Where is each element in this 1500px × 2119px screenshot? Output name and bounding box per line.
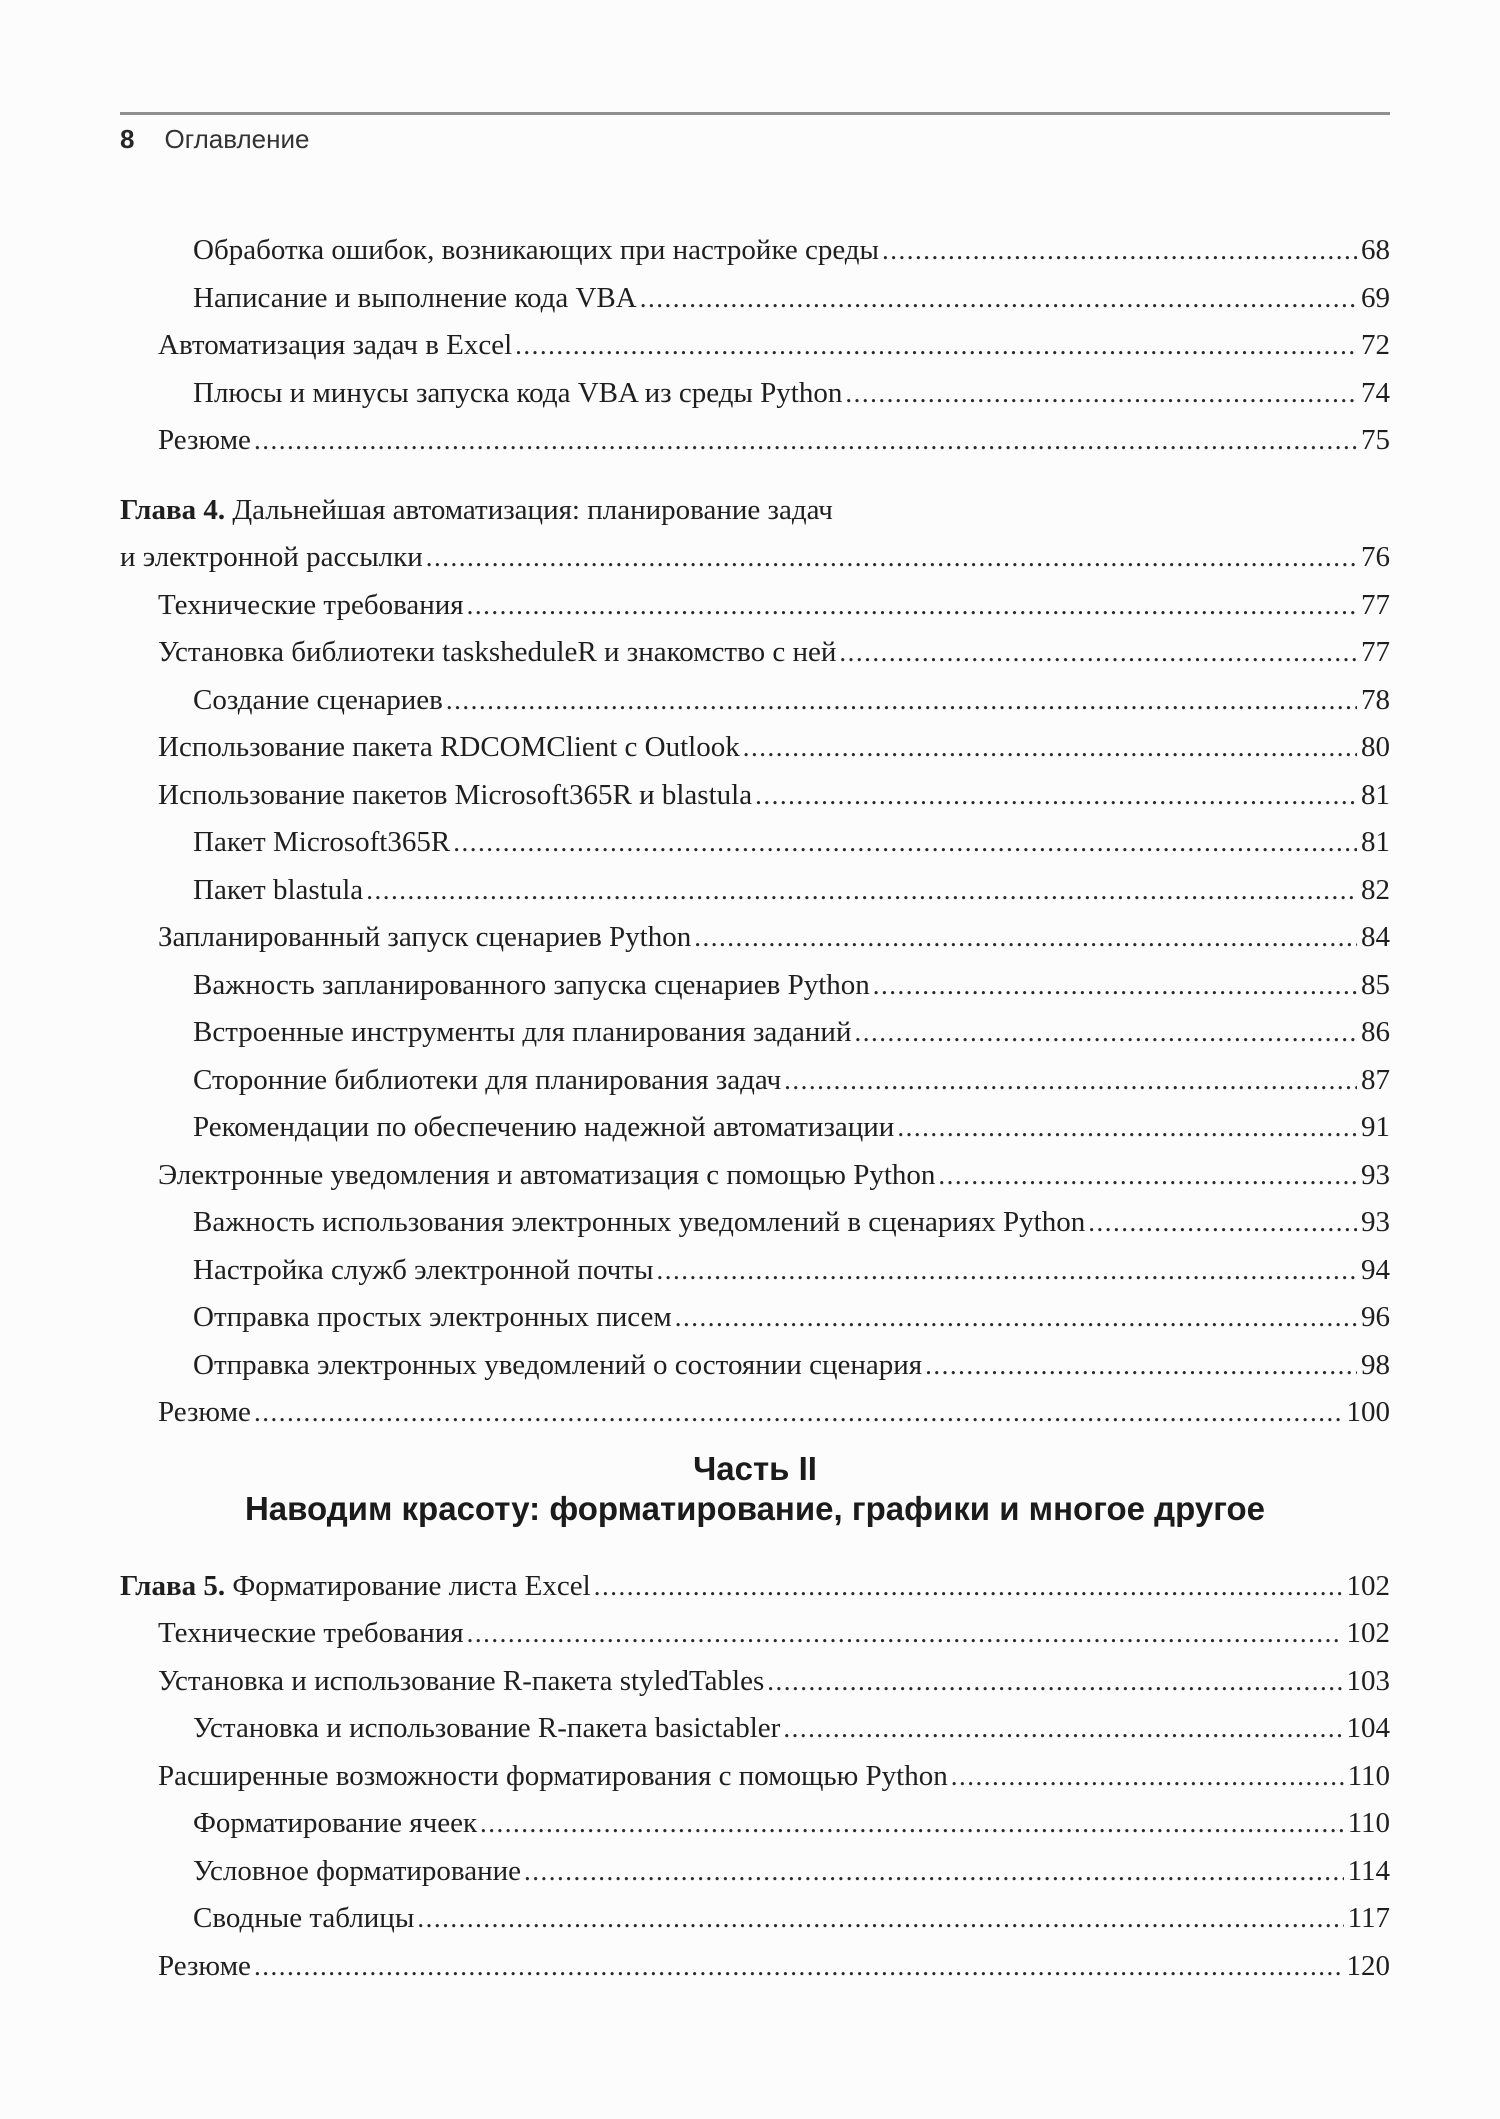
toc-entry — [120, 1389, 1390, 1437]
dot-leader — [694, 914, 1357, 962]
page-number: 78 — [1361, 683, 1390, 716]
page-number: 81 — [1361, 826, 1390, 858]
page-number: 114 — [1347, 1854, 1390, 1887]
part-number: Часть II — [693, 1449, 817, 1487]
entry-title: Сводные таблицы — [193, 1902, 415, 1934]
page-number: 117 — [1347, 1902, 1390, 1934]
table-of-contents — [120, 227, 1390, 1990]
toc-entry — [120, 1104, 1390, 1152]
part-title: Наводим красоту: форматирование, графики и многое другое — [244, 1489, 1266, 1527]
dot-leader — [767, 1658, 1342, 1706]
part-heading — [120, 1449, 1390, 1529]
running-head-title: Оглавление — [164, 124, 310, 154]
toc-entry — [120, 1658, 1390, 1706]
dot-leader — [845, 370, 1357, 418]
toc-entry — [120, 1247, 1390, 1295]
page-number: 96 — [1361, 1301, 1390, 1333]
dot-leader — [254, 1943, 1343, 1991]
toc-entry — [120, 534, 1390, 582]
entry-title: Важность использования электронных уведомлений в сценариях Python — [193, 1206, 1086, 1238]
page-number: 77 — [1361, 636, 1390, 668]
entry-title: Использование пакетов Microsoft365R и blastula — [158, 778, 753, 811]
page-number: 76 — [1361, 541, 1390, 573]
dot-leader — [925, 1342, 1357, 1390]
page-number: 102 — [1346, 1617, 1390, 1649]
toc-entry — [120, 1342, 1390, 1390]
dot-leader — [417, 1895, 1343, 1943]
entry-title: Электронные уведомления и автоматизация с помощью Python — [158, 1158, 936, 1191]
page-number: 86 — [1361, 1016, 1390, 1048]
page-number: 93 — [1361, 1158, 1390, 1191]
dot-leader — [467, 1610, 1343, 1658]
toc-entry — [120, 629, 1390, 677]
entry-title: Условное форматирование — [193, 1854, 521, 1887]
dot-leader — [951, 1753, 1344, 1801]
page-number: 103 — [1346, 1664, 1390, 1697]
page-number: 100 — [1346, 1396, 1390, 1428]
page-number: 104 — [1346, 1712, 1390, 1744]
dot-leader — [854, 1009, 1357, 1057]
dot-leader — [640, 275, 1357, 323]
entry-title: Плюсы и минусы запуска кода VBA из среды Python — [193, 376, 843, 409]
entry-title: Резюме — [158, 1949, 251, 1982]
toc-entry — [120, 1943, 1390, 1991]
dot-leader — [755, 772, 1357, 820]
dot-leader — [594, 1563, 1343, 1611]
toc-entry — [120, 819, 1390, 867]
toc-entry — [120, 677, 1390, 725]
dot-leader — [897, 1104, 1357, 1152]
dot-leader — [366, 867, 1357, 915]
page-number: 94 — [1361, 1253, 1390, 1286]
entry-title: Форматирование листа Excel — [232, 1569, 591, 1602]
page-number: 93 — [1361, 1206, 1390, 1238]
dot-leader — [873, 962, 1357, 1010]
dot-leader — [467, 582, 1357, 630]
page-number: 77 — [1361, 588, 1390, 621]
dot-leader — [426, 534, 1357, 582]
entry-title: Форматирование ячеек — [193, 1807, 478, 1839]
entry-title: Расширенные возможности форматирования с помощью Python — [158, 1759, 948, 1792]
page-number: 74 — [1361, 376, 1390, 409]
chapter-label: Глава 5. — [120, 1569, 233, 1602]
running-head-rule — [120, 112, 1390, 115]
page-number: 82 — [1361, 873, 1390, 906]
page-number: 80 — [1361, 731, 1390, 763]
page-number: 110 — [1347, 1759, 1390, 1792]
entry-title: Пакет blastula — [193, 873, 364, 906]
page-number: 91 — [1361, 1111, 1390, 1143]
chapter-label: Глава 4. — [120, 493, 233, 526]
page-number: 75 — [1361, 424, 1390, 456]
page-number: 102 — [1346, 1569, 1390, 1602]
entry-title: Встроенные инструменты для планирования заданий — [193, 1016, 852, 1048]
dot-leader — [446, 677, 1357, 725]
running-head — [120, 124, 1390, 155]
dot-leader — [938, 1152, 1357, 1200]
dot-leader — [515, 322, 1357, 370]
entry-title: Рекомендации по обеспечению надежной автоматизации — [193, 1111, 895, 1143]
entry-title: Создание сценариев — [193, 683, 443, 716]
dot-leader — [784, 1057, 1357, 1105]
dot-leader — [839, 629, 1357, 677]
dot-leader — [675, 1294, 1357, 1342]
dot-leader — [254, 417, 1357, 465]
entry-title: Установка библиотеки tasksheduleR и знакомство с ней — [158, 636, 837, 668]
toc-entry — [120, 417, 1390, 465]
toc-entry — [120, 914, 1390, 962]
dot-leader — [254, 1389, 1343, 1437]
entry-title: Резюме — [158, 1396, 251, 1428]
page-number: 68 — [1361, 234, 1390, 266]
entry-title: Написание и выполнение кода VBA — [193, 281, 637, 314]
entry-title: Важность запланированного запуска сценариев Python — [193, 968, 870, 1001]
page-number: 81 — [1361, 778, 1390, 811]
toc-entry — [120, 1895, 1390, 1943]
page-number: 87 — [1361, 1063, 1390, 1096]
entry-title: Установка и использование R-пакета basictabler — [193, 1712, 781, 1744]
toc-entry — [120, 1199, 1390, 1247]
dot-leader — [882, 227, 1357, 275]
entry-title: Пакет Microsoft365R — [193, 826, 451, 858]
toc-entry — [120, 867, 1390, 915]
toc-entry — [120, 1848, 1390, 1896]
toc-entry — [120, 724, 1390, 772]
toc-entry — [120, 962, 1390, 1010]
entry-title: Запланированный запуск сценариев Python — [158, 921, 692, 953]
toc-entry — [120, 370, 1390, 418]
toc-entry — [120, 487, 1390, 535]
entry-title: Автоматизация задач в Excel — [158, 329, 513, 361]
toc-entry — [120, 227, 1390, 275]
dot-leader — [480, 1800, 1344, 1848]
toc-entry — [120, 275, 1390, 323]
entry-title: Технические требования — [158, 588, 464, 621]
toc-entry — [120, 1753, 1390, 1801]
entry-title: Дальнейшая автоматизация: планирование задач — [232, 493, 833, 526]
entry-title: Сторонние библиотеки для планирования задач — [193, 1063, 782, 1096]
entry-title: Настройка служб электронной почты — [193, 1253, 654, 1286]
page-number: 72 — [1361, 329, 1390, 361]
page-number: 110 — [1347, 1807, 1390, 1839]
toc-entry — [120, 1294, 1390, 1342]
dot-leader — [524, 1848, 1344, 1896]
entry-title: Резюме — [158, 424, 251, 456]
page-number: 85 — [1361, 968, 1390, 1001]
toc-entry — [120, 1800, 1390, 1848]
toc-entry — [120, 1152, 1390, 1200]
folio-page-number: 8 — [120, 124, 135, 154]
toc-entry — [120, 1563, 1390, 1611]
toc-entry — [120, 1705, 1390, 1753]
dot-leader — [453, 819, 1357, 867]
entry-title: и электронной рассылки — [120, 541, 423, 573]
toc-entry — [120, 582, 1390, 630]
entry-title: Технические требования — [158, 1617, 464, 1649]
dot-leader — [743, 724, 1357, 772]
page-number: 120 — [1346, 1949, 1390, 1982]
dot-leader — [1088, 1199, 1357, 1247]
page-number: 84 — [1361, 921, 1390, 953]
page-number: 69 — [1361, 281, 1390, 314]
toc-entry — [120, 1057, 1390, 1105]
entry-title: Использование пакета RDCOMClient с Outlook — [158, 731, 740, 763]
dot-leader — [656, 1247, 1357, 1295]
toc-entry — [120, 772, 1390, 820]
entry-title: Отправка электронных уведомлений о состоянии сценария — [193, 1348, 923, 1381]
dot-leader — [783, 1705, 1342, 1753]
entry-title: Обработка ошибок, возникающих при настройке среды — [193, 234, 880, 266]
toc-entry — [120, 322, 1390, 370]
page-number: 98 — [1361, 1348, 1390, 1381]
entry-title: Установка и использование R-пакета styledTables — [158, 1664, 765, 1697]
toc-entry — [120, 1610, 1390, 1658]
toc-entry — [120, 1009, 1390, 1057]
entry-title: Отправка простых электронных писем — [193, 1301, 672, 1333]
